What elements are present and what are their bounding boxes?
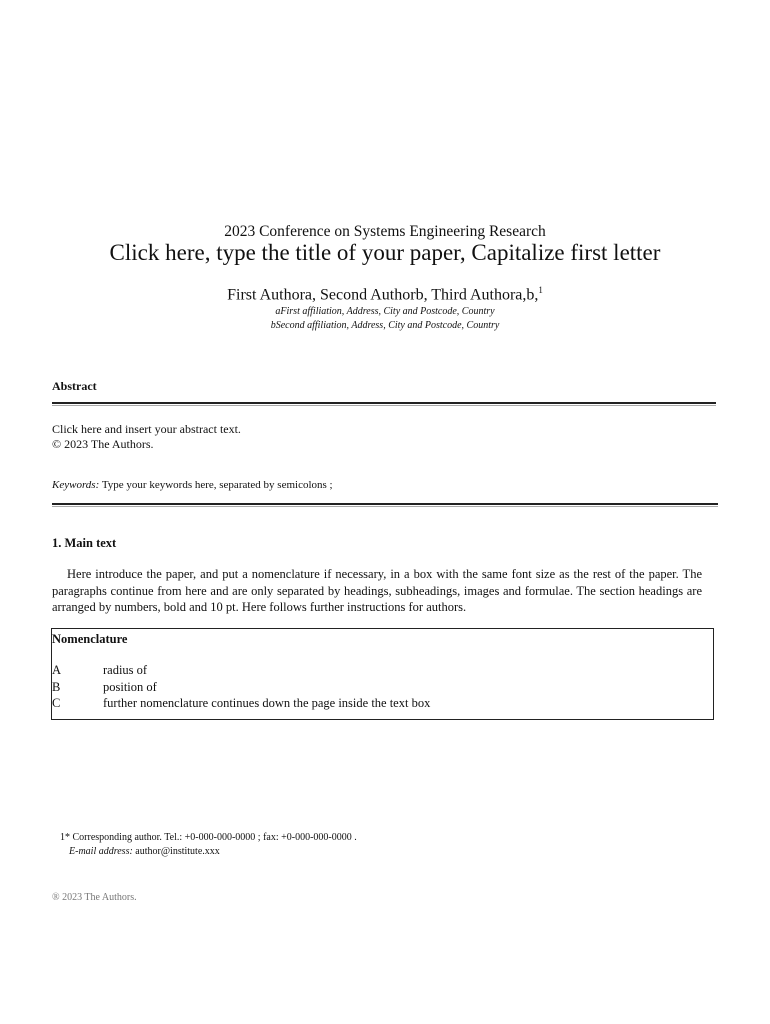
affiliation-b: bSecond affiliation, Address, City and Postcode, Country xyxy=(270,320,500,331)
section-heading-main-text: 1. Main text xyxy=(52,536,117,550)
abstract-heading: Abstract xyxy=(52,379,97,393)
footnote-contact: 1* Corresponding author. Tel.: +0-000-000-0000 ; fax: +0-000-000-0000 . xyxy=(60,832,357,843)
footnote-email-line xyxy=(60,845,357,859)
nomenclature-symbol: A xyxy=(52,663,62,677)
footnote xyxy=(60,831,357,859)
nomenclature-description: radius of xyxy=(103,663,148,677)
author-names[interactable]: First Authora, Second Authorb, Third Authora,b, xyxy=(227,286,539,304)
paper-title[interactable]: Click here, type the title of your paper, Capitalize first letter xyxy=(109,240,661,265)
abstract-bottom-rule-shadow xyxy=(52,506,718,507)
email-address: author@institute.xxx xyxy=(135,846,220,857)
abstract-copyright: © 2023 The Authors. xyxy=(52,437,154,451)
abstract-top-rule-shadow xyxy=(52,405,716,406)
nomenclature-item xyxy=(52,662,147,679)
keywords-line xyxy=(52,479,333,491)
conference-line: 2023 Conference on Systems Engineering Research xyxy=(224,223,546,240)
keywords-text[interactable]: Type your keywords here, separated by semicolons ; xyxy=(101,479,333,491)
nomenclature-item xyxy=(52,695,430,712)
abstract-text[interactable]: Click here and insert your abstract text. xyxy=(52,422,241,436)
nomenclature-box xyxy=(51,628,714,720)
nomenclature-description: position of xyxy=(103,679,157,694)
nomenclature-symbol: B xyxy=(52,679,61,694)
abstract-body xyxy=(52,422,241,452)
affiliation-a: aFirst affiliation, Address, City and Postcode, Country xyxy=(275,306,495,317)
main-text-paragraph[interactable]: Here introduce the paper, and put a nomenclature if necessary, in a box with the same font size as the rest of the paper. The paragraphs continue from here and are only separated by headings, subheadings, images and formulae. The section headings are arranged by numbers, bold and 10 pt. Here follows further instructions for authors. xyxy=(52,567,702,614)
abstract-bottom-rule xyxy=(52,503,718,505)
nomenclature-description: further nomenclature continues down the page inside the text box xyxy=(103,696,431,710)
email-label: E-mail address: xyxy=(69,846,133,857)
keywords-label: Keywords: xyxy=(52,479,100,491)
nomenclature-heading: Nomenclature xyxy=(52,632,128,646)
author-footnote-mark: 1 xyxy=(538,285,543,295)
abstract-top-rule xyxy=(52,402,716,404)
author-list xyxy=(0,285,770,304)
footer-copyright: ® 2023 The Authors. xyxy=(52,892,137,903)
nomenclature-symbol: C xyxy=(52,696,61,710)
nomenclature-item xyxy=(52,679,157,696)
